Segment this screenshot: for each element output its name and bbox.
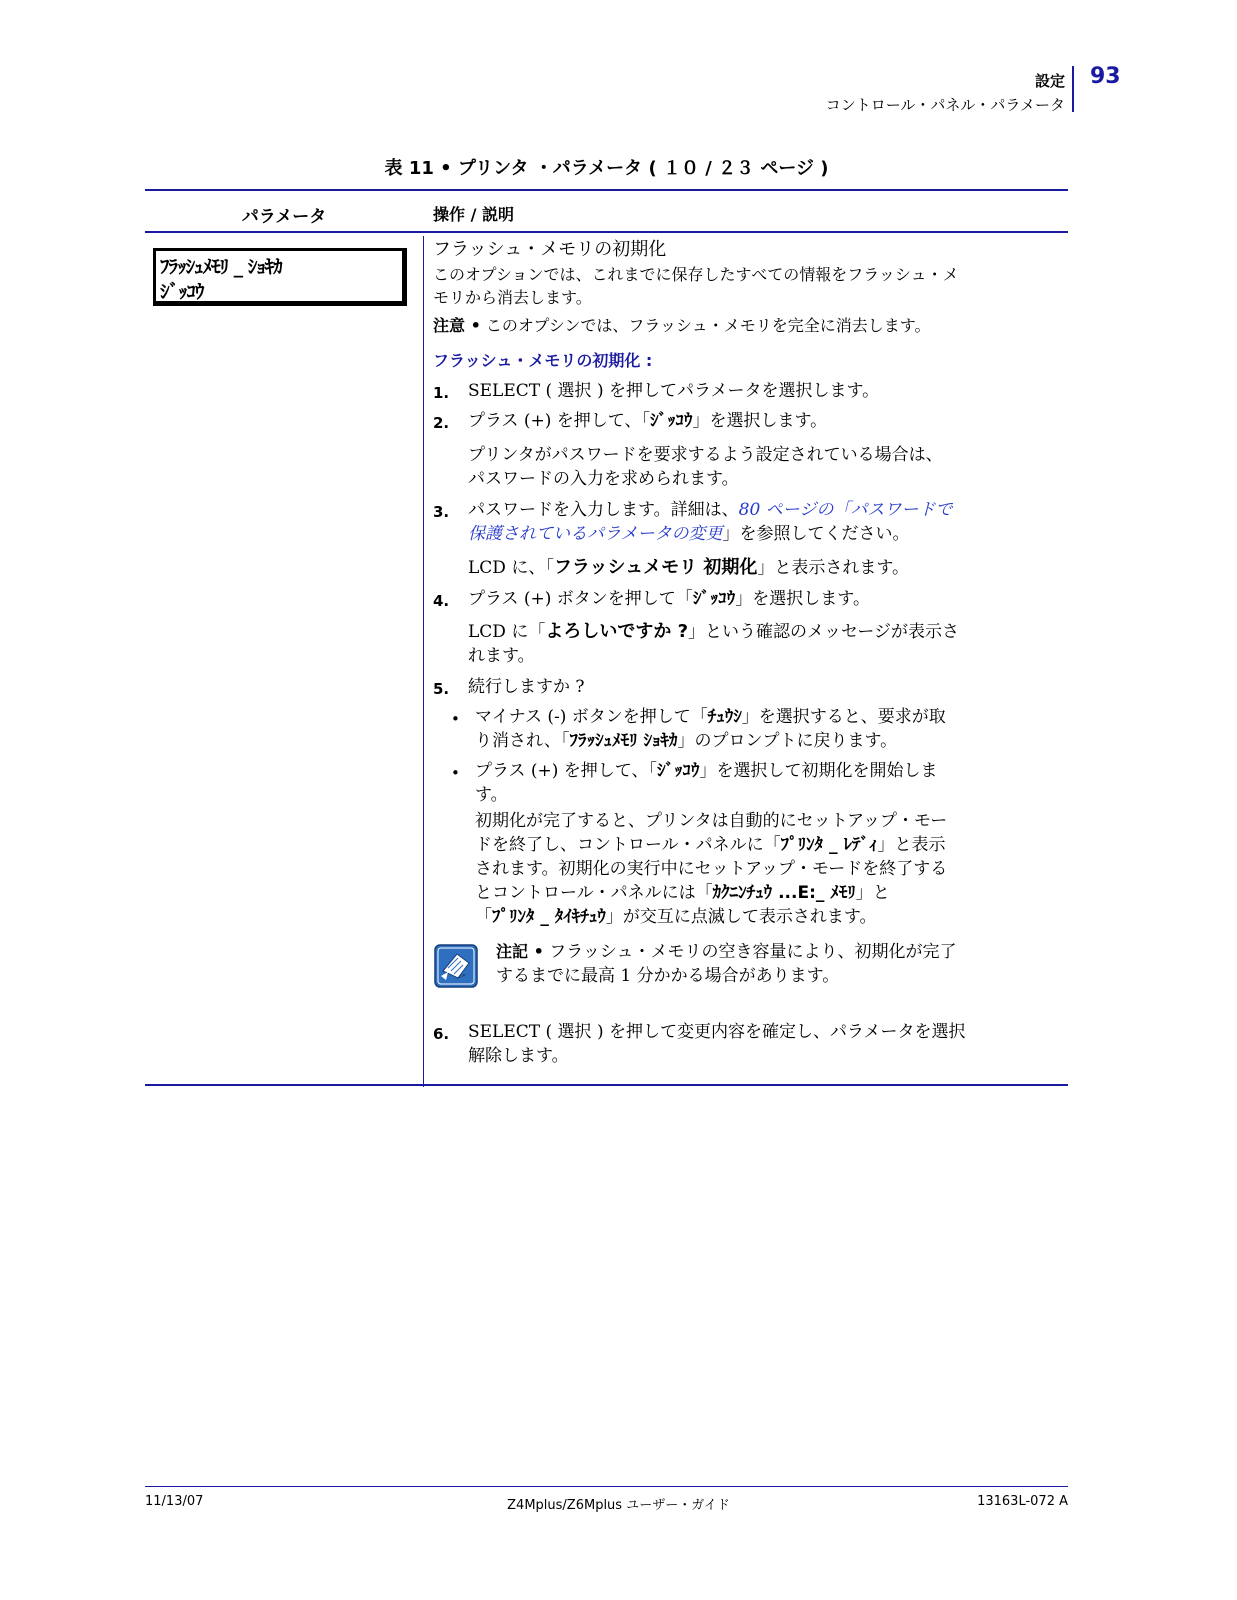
- step-2-number: 2.: [433, 414, 450, 432]
- lcd-text: ｼﾞｯｺｳ: [656, 761, 700, 781]
- step-3-lcd-line: LCD に、「フラッシュメモリ 初期化」と表示されます。: [468, 557, 910, 578]
- bullet-1-line-1: マイナス (-) ボタンを押して「ﾁｭｳｼ」を選択すると、要求が取: [475, 707, 946, 727]
- bullet-2-line-1: プラス (+) を押して、「ｼﾞｯｺｳ」を選択して初期化を開始しま: [475, 761, 938, 781]
- lcd-text: ﾌﾟﾘﾝﾀ _ ﾀｲｷﾁｭｳ: [492, 907, 606, 927]
- caution-text: 注意 • このオプシンでは、フラッシュ・メモリを完全に消去します。: [433, 316, 931, 335]
- bullet-2-line-2: す。: [475, 785, 508, 805]
- cross-reference-link-cont[interactable]: 保護されているパラメータの変更: [468, 524, 723, 544]
- step-3-number: 3.: [433, 503, 450, 521]
- step-5-number: 5.: [433, 680, 450, 698]
- step-6-line-1: SELECT ( 選択 ) を押して変更内容を確定し、パラメータを選択: [468, 1022, 966, 1042]
- step-1-number: 1.: [433, 384, 450, 402]
- cross-reference-link[interactable]: 80 ページの「パスワードで: [738, 500, 953, 520]
- bullet-2-para-5: 「ﾌﾟﾘﾝﾀ _ ﾀｲｷﾁｭｳ」が交互に点滅して表示されます。: [475, 907, 877, 927]
- step-3-text-2: 保護されているパラメータの変更」を参照してください。: [468, 524, 910, 544]
- step-4-number: 4.: [433, 592, 450, 610]
- section-title: フラッシュ・メモリの初期化: [433, 239, 667, 260]
- step-2-text: プラス (+) を押して、「ｼﾞｯｺｳ」を選択します。: [468, 411, 828, 431]
- step-1-text: SELECT ( 選択 ) を押してパラメータを選択します。: [468, 381, 880, 401]
- footer-date: 11/13/07: [145, 1494, 204, 1509]
- table-column-divider: [423, 236, 424, 1087]
- bullet-2-para-4: とコントロール・パネルには「ｶｸﾆﾝﾁｭｳ ...E:_ ﾒﾓﾘ」と: [475, 883, 890, 903]
- lcd-text: ﾌﾗｯｼｭﾒﾓﾘ ｼｮｷｶ: [569, 731, 678, 751]
- header-divider: [1072, 66, 1074, 112]
- header-subsection: コントロール・パネル・パラメータ: [825, 96, 1065, 114]
- bullet-2-para-3: されます。初期化の実行中にセットアップ・モードを終了する: [475, 859, 948, 879]
- step-4-text: プラス (+) ボタンを押して「ｼﾞｯｺｳ」を選択します。: [468, 589, 870, 609]
- step-6-line-2: 解除します。: [468, 1046, 569, 1066]
- header-section: 設定: [1034, 72, 1065, 90]
- bullet-1-line-2: り消され、「ﾌﾗｯｼｭﾒﾓﾘ ｼｮｷｶ」のプロンプトに戻ります。: [475, 731, 898, 751]
- footer-doc-id: 13163L-072 A: [977, 1494, 1068, 1509]
- lcd-text: ﾌﾟﾘﾝﾀ _ ﾚﾃﾞｨ: [780, 835, 878, 855]
- column-header-parameter: パラメータ: [241, 207, 327, 227]
- bullet-2-para-2: ドを終了し、コントロール・パネルに「ﾌﾟﾘﾝﾀ _ ﾚﾃﾞｨ」と表示: [475, 835, 946, 855]
- lcd-text: ｼﾞｯｺｳ: [649, 411, 693, 431]
- step-5-text: 続行しますか ?: [468, 677, 585, 697]
- lcd-display-box: [153, 248, 407, 306]
- lcd-text: よろしいですか ?: [545, 621, 689, 642]
- column-header-description: 操作 / 説明: [433, 205, 514, 224]
- lcd-text: フラッシュメモリ 初期化: [553, 557, 758, 578]
- caution-label: 注意 •: [433, 316, 481, 335]
- step-6-number: 6.: [433, 1025, 450, 1043]
- bullet-2-para-1: 初期化が完了すると、プリンタは自動的にセットアップ・モー: [475, 811, 948, 831]
- note-label: 注記 •: [496, 942, 544, 961]
- lcd-line-2: ｼﾞｯｺｳ: [160, 281, 204, 303]
- table-caption: 表 11 • プリンタ ・パラメータ ( １０ / ２３ ページ ): [384, 158, 829, 179]
- procedure-heading: フラッシュ・メモリの初期化 :: [433, 351, 653, 370]
- bullet-1-marker: •: [451, 710, 460, 728]
- page-number: 93: [1090, 64, 1121, 89]
- step-2-note-1: プリンタがパスワードを要求するよう設定されている場合は、: [468, 445, 943, 465]
- footer-rule: [145, 1486, 1068, 1487]
- step-4-note-1: LCD に「よろしいですか ?」という確認のメッセージが表示さ: [468, 621, 960, 642]
- lcd-text: ｼﾞｯｺｳ: [692, 589, 736, 609]
- note-line-1: 注記 • フラッシュ・メモリの空き容量により、初期化が完了: [496, 942, 957, 962]
- step-2-note-2: パスワードの入力を求められます。: [468, 469, 739, 489]
- intro-line-1: このオプションでは、これまでに保存したすべての情報をフラッシュ・メ: [433, 265, 959, 284]
- lcd-line-1: ﾌﾗｯｼｭﾒﾓﾘ _ ｼｮｷｶ: [160, 256, 282, 278]
- bullet-2-marker: •: [451, 764, 460, 782]
- table-bottom-rule: [145, 1084, 1068, 1086]
- note-icon: [434, 944, 478, 988]
- note-line-2: するまでに最高 1 分かかる場合があります。: [496, 966, 840, 986]
- lcd-text: ｶｸﾆﾝﾁｭｳ ...E:_ ﾒﾓﾘ: [712, 883, 856, 903]
- step-3-text-1: パスワードを入力します。詳細は、80 ページの「パスワードで: [468, 500, 953, 520]
- lcd-text: ﾁｭｳｼ: [707, 707, 742, 727]
- table-top-rule: [145, 189, 1068, 191]
- intro-line-2: モリから消去します。: [433, 288, 592, 307]
- table-header-rule: [145, 231, 1068, 233]
- step-4-note-2: れます。: [468, 646, 535, 666]
- footer-title: Z4Mplus/Z6Mplus ユーザー・ガイド: [507, 1498, 730, 1513]
